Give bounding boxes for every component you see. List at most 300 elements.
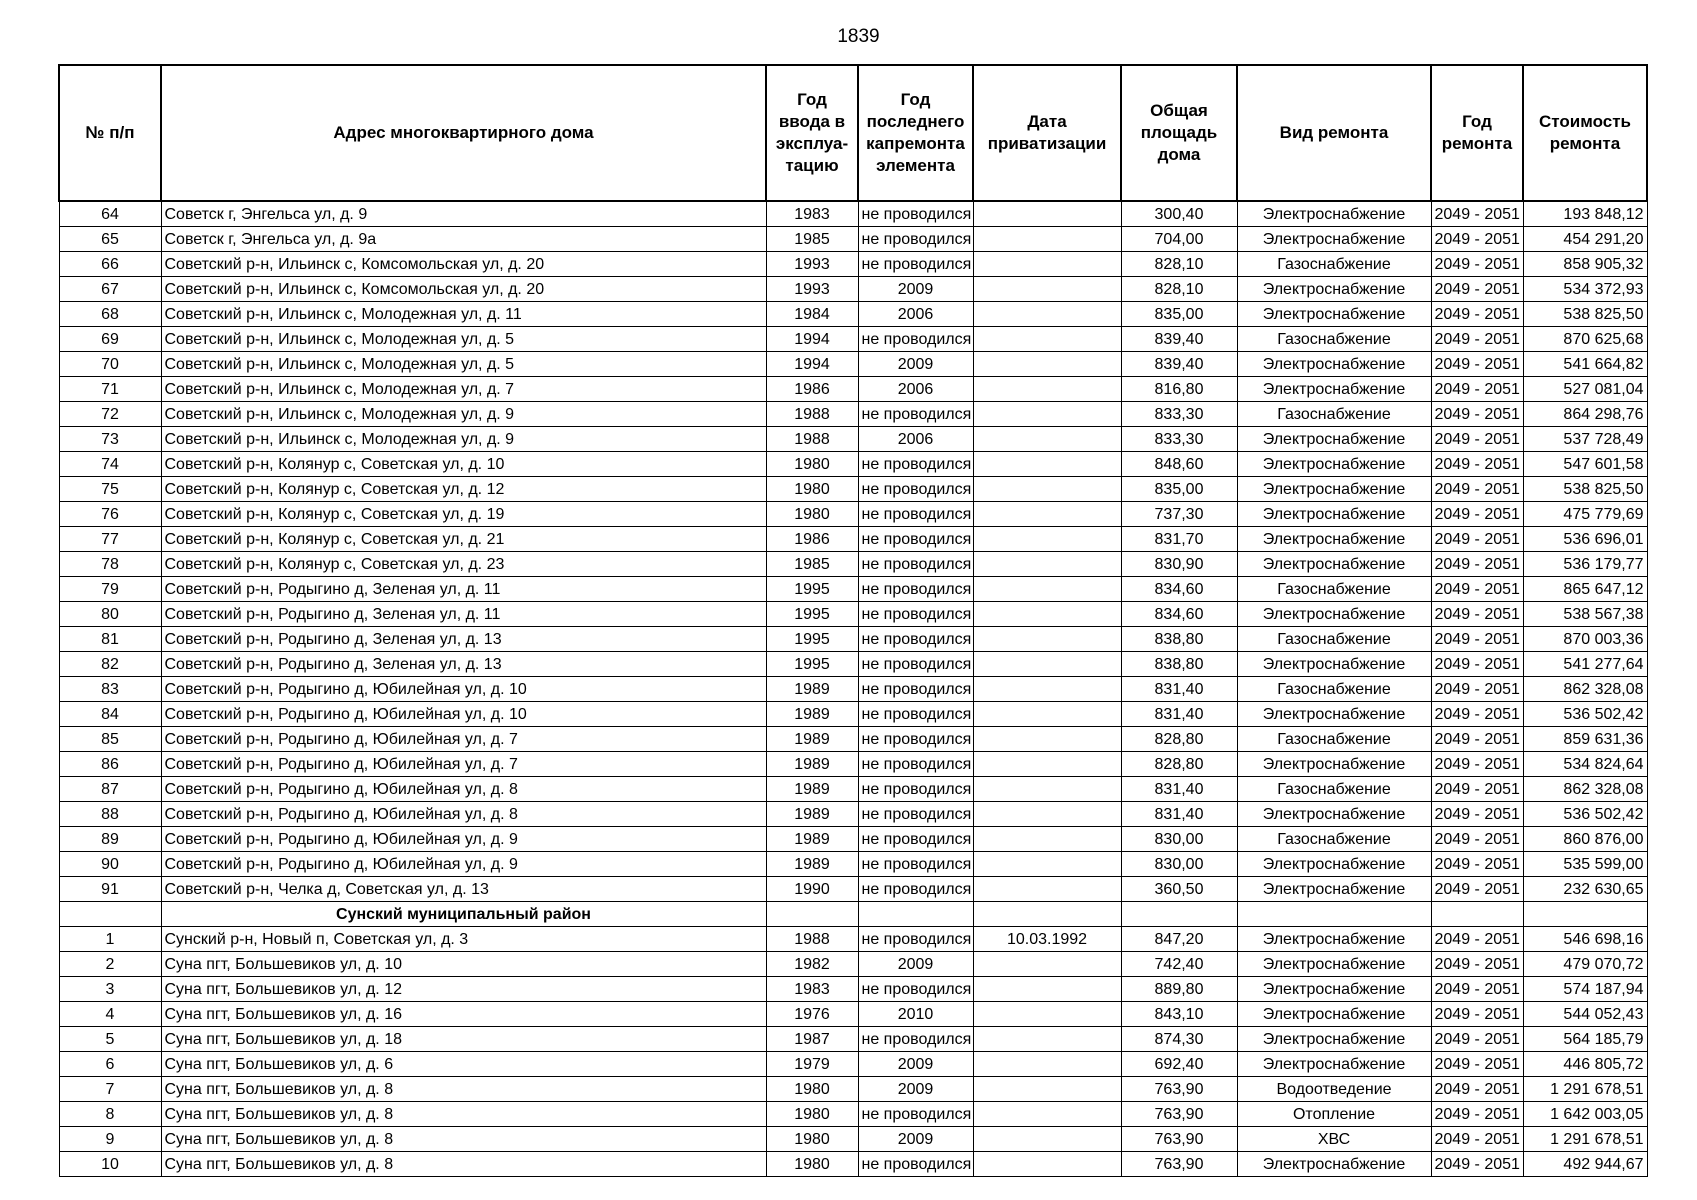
row-cost: 232 630,65 [1523,877,1647,902]
row-cost: 536 179,77 [1523,552,1647,577]
table-row [59,1152,1647,1177]
table-row [59,827,1647,852]
row-year-built: 1989 [766,727,858,752]
row-repair-type: Электроснабжение [1237,427,1431,452]
table-row [59,1102,1647,1127]
row-repair-period: 2049 - 2051 [1431,602,1523,627]
table-row [59,1127,1647,1152]
header-year-last-repair: Год последнего капремонта элемента [858,65,973,201]
row-number: 71 [59,377,161,402]
section-empty-cell [1121,902,1237,927]
row-area: 830,00 [1121,852,1237,877]
row-area: 737,30 [1121,502,1237,527]
row-address: Советский р-н, Родыгино д, Юбилейная ул, д. 7 [161,752,766,777]
row-year-built: 1994 [766,352,858,377]
row-number: 9 [59,1127,161,1152]
row-number: 74 [59,452,161,477]
row-address: Советский р-н, Родыгино д, Юбилейная ул, д. 10 [161,677,766,702]
row-year-last-repair: не проводился [858,1027,973,1052]
row-year-last-repair: 2006 [858,377,973,402]
row-area: 833,30 [1121,427,1237,452]
row-year-built: 1989 [766,702,858,727]
row-cost: 536 502,42 [1523,702,1647,727]
row-repair-type: Газоснабжение [1237,627,1431,652]
row-repair-type: Электроснабжение [1237,852,1431,877]
row-repair-type: Электроснабжение [1237,552,1431,577]
row-repair-period: 2049 - 2051 [1431,527,1523,552]
row-repair-period: 2049 - 2051 [1431,852,1523,877]
row-number: 83 [59,677,161,702]
table-row [59,527,1647,552]
row-privatization-date [973,1002,1121,1027]
row-area: 831,40 [1121,677,1237,702]
row-repair-period: 2049 - 2051 [1431,877,1523,902]
row-number: 8 [59,1102,161,1127]
row-year-last-repair: не проводился [858,252,973,277]
row-year-built: 1988 [766,427,858,452]
table-row [59,227,1647,252]
row-number: 65 [59,227,161,252]
header-privatization-date: Дата приватизации [973,65,1121,201]
row-year-last-repair: не проводился [858,227,973,252]
row-number: 86 [59,752,161,777]
row-repair-type: Электроснабжение [1237,377,1431,402]
table-row [59,802,1647,827]
table-row [59,1027,1647,1052]
row-year-last-repair: 2009 [858,1077,973,1102]
row-repair-period: 2049 - 2051 [1431,277,1523,302]
row-year-built: 1988 [766,927,858,952]
section-empty-cell [1431,902,1523,927]
row-repair-type: Электроснабжение [1237,477,1431,502]
row-number: 88 [59,802,161,827]
row-repair-type: Электроснабжение [1237,952,1431,977]
row-repair-type: Электроснабжение [1237,302,1431,327]
row-cost: 536 696,01 [1523,527,1647,552]
row-number: 90 [59,852,161,877]
row-number: 70 [59,352,161,377]
row-number: 3 [59,977,161,1002]
row-privatization-date: 10.03.1992 [973,927,1121,952]
row-year-last-repair: не проводился [858,802,973,827]
row-repair-type: Электроснабжение [1237,1002,1431,1027]
row-area: 830,90 [1121,552,1237,577]
row-area: 831,70 [1121,527,1237,552]
row-repair-type: Электроснабжение [1237,802,1431,827]
row-cost: 544 052,43 [1523,1002,1647,1027]
row-repair-period: 2049 - 2051 [1431,702,1523,727]
row-year-built: 1986 [766,527,858,552]
row-repair-period: 2049 - 2051 [1431,1127,1523,1152]
row-cost: 862 328,08 [1523,677,1647,702]
section-empty-cell [766,902,858,927]
row-cost: 865 647,12 [1523,577,1647,602]
row-number: 81 [59,627,161,652]
table-row [59,752,1647,777]
row-address: Советский р-н, Родыгино д, Юбилейная ул, д. 8 [161,777,766,802]
row-address: Советский р-н, Ильинск с, Комсомольская ул, д. 20 [161,252,766,277]
row-privatization-date [973,627,1121,652]
row-cost: 1 642 003,05 [1523,1102,1647,1127]
row-year-built: 1988 [766,402,858,427]
row-cost: 527 081,04 [1523,377,1647,402]
row-repair-type: Электроснабжение [1237,527,1431,552]
row-privatization-date [973,352,1121,377]
row-year-last-repair: 2006 [858,302,973,327]
row-area: 816,80 [1121,377,1237,402]
section-title: Сунский муниципальный район [161,902,766,927]
row-year-built: 1984 [766,302,858,327]
table-row [59,602,1647,627]
table-row [59,1002,1647,1027]
row-repair-type: Газоснабжение [1237,402,1431,427]
row-number: 82 [59,652,161,677]
row-address: Советский р-н, Родыгино д, Юбилейная ул, д. 10 [161,702,766,727]
row-year-last-repair: 2010 [858,1002,973,1027]
row-repair-period: 2049 - 2051 [1431,227,1523,252]
row-repair-type: Электроснабжение [1237,927,1431,952]
row-area: 835,00 [1121,302,1237,327]
row-number: 80 [59,602,161,627]
row-repair-period: 2049 - 2051 [1431,552,1523,577]
row-number: 85 [59,727,161,752]
header-repair-type: Вид ремонта [1237,65,1431,201]
table-body [59,201,1647,1177]
row-area: 833,30 [1121,402,1237,427]
row-privatization-date [973,502,1121,527]
table-row [59,552,1647,577]
row-cost: 536 502,42 [1523,802,1647,827]
row-address: Советский р-н, Ильинск с, Комсомольская ул, д. 20 [161,277,766,302]
row-repair-type: Электроснабжение [1237,1027,1431,1052]
row-cost: 859 631,36 [1523,727,1647,752]
row-cost: 446 805,72 [1523,1052,1647,1077]
row-year-built: 1983 [766,977,858,1002]
row-address: Советский р-н, Родыгино д, Юбилейная ул, д. 9 [161,852,766,877]
row-repair-period: 2049 - 2051 [1431,1002,1523,1027]
table-row [59,252,1647,277]
row-area: 838,80 [1121,627,1237,652]
row-address: Советский р-н, Ильинск с, Молодежная ул, д. 9 [161,427,766,452]
row-area: 831,40 [1121,802,1237,827]
repair-register-table [58,64,1648,1177]
row-year-last-repair: 2006 [858,427,973,452]
table-row [59,977,1647,1002]
table-row [59,402,1647,427]
row-privatization-date [973,577,1121,602]
row-area: 763,90 [1121,1077,1237,1102]
row-address: Советск г, Энгельса ул, д. 9 [161,201,766,227]
row-cost: 538 825,50 [1523,302,1647,327]
row-address: Советский р-н, Ильинск с, Молодежная ул, д. 7 [161,377,766,402]
row-area: 828,80 [1121,727,1237,752]
table-row [59,427,1647,452]
row-area: 835,00 [1121,477,1237,502]
row-privatization-date [973,1077,1121,1102]
row-year-built: 1985 [766,552,858,577]
row-area: 763,90 [1121,1127,1237,1152]
row-privatization-date [973,777,1121,802]
table-row [59,277,1647,302]
row-area: 848,60 [1121,452,1237,477]
row-address: Суна пгт, Большевиков ул, д. 8 [161,1152,766,1177]
table-row [59,1077,1647,1102]
row-year-last-repair: не проводился [858,477,973,502]
row-privatization-date [973,377,1121,402]
table-row [59,727,1647,752]
row-year-last-repair: не проводился [858,602,973,627]
row-repair-type: Электроснабжение [1237,602,1431,627]
row-year-built: 1985 [766,227,858,252]
section-empty-cell [1237,902,1431,927]
row-area: 874,30 [1121,1027,1237,1052]
table-row [59,327,1647,352]
row-repair-type: Электроснабжение [1237,201,1431,227]
header-year-built: Год ввода в эксплуа-тацию [766,65,858,201]
row-repair-period: 2049 - 2051 [1431,652,1523,677]
row-repair-period: 2049 - 2051 [1431,952,1523,977]
section-empty-cell [1523,902,1647,927]
row-repair-period: 2049 - 2051 [1431,352,1523,377]
row-year-last-repair: не проводился [858,552,973,577]
row-privatization-date [973,752,1121,777]
row-number: 72 [59,402,161,427]
header-num: № п/п [59,65,161,201]
row-year-last-repair: не проводился [858,452,973,477]
row-repair-type: Электроснабжение [1237,1052,1431,1077]
row-address: Суна пгт, Большевиков ул, д. 8 [161,1077,766,1102]
row-cost: 547 601,58 [1523,452,1647,477]
table-row [59,627,1647,652]
row-repair-period: 2049 - 2051 [1431,627,1523,652]
row-year-built: 1986 [766,377,858,402]
header-row [59,65,1647,201]
row-privatization-date [973,677,1121,702]
row-year-built: 1980 [766,1077,858,1102]
row-repair-type: Газоснабжение [1237,777,1431,802]
row-address: Советский р-н, Колянур с, Советская ул, д. 21 [161,527,766,552]
row-year-built: 1987 [766,1027,858,1052]
row-privatization-date [973,277,1121,302]
row-repair-type: Электроснабжение [1237,702,1431,727]
row-year-last-repair: 2009 [858,277,973,302]
row-address: Суна пгт, Большевиков ул, д. 8 [161,1102,766,1127]
row-repair-period: 2049 - 2051 [1431,1102,1523,1127]
row-privatization-date [973,427,1121,452]
row-repair-type: Электроснабжение [1237,277,1431,302]
row-area: 828,10 [1121,277,1237,302]
row-number: 89 [59,827,161,852]
row-repair-period: 2049 - 2051 [1431,827,1523,852]
row-year-last-repair: не проводился [858,777,973,802]
section-row [59,902,1647,927]
row-repair-type: Электроснабжение [1237,752,1431,777]
row-repair-period: 2049 - 2051 [1431,477,1523,502]
row-year-last-repair: не проводился [858,327,973,352]
row-year-last-repair: не проводился [858,827,973,852]
page-number: 1839 [837,26,880,47]
row-privatization-date [973,402,1121,427]
row-year-last-repair: не проводился [858,627,973,652]
table-row [59,377,1647,402]
row-number: 77 [59,527,161,552]
row-address: Суна пгт, Большевиков ул, д. 10 [161,952,766,977]
row-privatization-date [973,852,1121,877]
row-repair-period: 2049 - 2051 [1431,402,1523,427]
table-row [59,1052,1647,1077]
row-year-last-repair: не проводился [858,927,973,952]
row-address: Сунский р-н, Новый п, Советская ул, д. 3 [161,927,766,952]
row-cost: 534 372,93 [1523,277,1647,302]
row-cost: 534 824,64 [1523,752,1647,777]
row-year-last-repair: не проводился [858,977,973,1002]
row-number: 1 [59,927,161,952]
row-area: 704,00 [1121,227,1237,252]
row-repair-period: 2049 - 2051 [1431,752,1523,777]
row-year-last-repair: не проводился [858,201,973,227]
row-number: 84 [59,702,161,727]
row-year-built: 1976 [766,1002,858,1027]
row-repair-period: 2049 - 2051 [1431,377,1523,402]
row-number: 4 [59,1002,161,1027]
row-number: 68 [59,302,161,327]
row-repair-period: 2049 - 2051 [1431,577,1523,602]
row-address: Суна пгт, Большевиков ул, д. 18 [161,1027,766,1052]
row-year-built: 1995 [766,577,858,602]
row-address: Советский р-н, Родыгино д, Зеленая ул, д. 13 [161,652,766,677]
row-cost: 492 944,67 [1523,1152,1647,1177]
row-privatization-date [973,702,1121,727]
row-number: 79 [59,577,161,602]
row-address: Советский р-н, Родыгино д, Юбилейная ул, д. 7 [161,727,766,752]
table-row [59,702,1647,727]
row-year-built: 1994 [766,327,858,352]
row-privatization-date [973,1102,1121,1127]
row-cost: 862 328,08 [1523,777,1647,802]
row-privatization-date [973,252,1121,277]
row-repair-period: 2049 - 2051 [1431,1027,1523,1052]
row-privatization-date [973,827,1121,852]
table-row [59,652,1647,677]
row-cost: 538 567,38 [1523,602,1647,627]
header-address: Адрес многоквартирного дома [161,65,766,201]
row-cost: 564 185,79 [1523,1027,1647,1052]
row-year-built: 1983 [766,201,858,227]
row-area: 828,10 [1121,252,1237,277]
row-year-built: 1980 [766,477,858,502]
row-year-last-repair: не проводился [858,1152,973,1177]
row-year-last-repair: не проводился [858,502,973,527]
row-repair-period: 2049 - 2051 [1431,777,1523,802]
table-row [59,302,1647,327]
table-row [59,852,1647,877]
row-area: 834,60 [1121,602,1237,627]
row-number: 5 [59,1027,161,1052]
row-repair-type: Электроснабжение [1237,352,1431,377]
row-cost: 870 003,36 [1523,627,1647,652]
row-year-last-repair: 2009 [858,952,973,977]
row-address: Советский р-н, Колянур с, Советская ул, д. 12 [161,477,766,502]
header-cost: Стоимость ремонта [1523,65,1647,201]
row-year-built: 1980 [766,1127,858,1152]
row-year-last-repair: не проводился [858,727,973,752]
row-repair-type: Отопление [1237,1102,1431,1127]
row-address: Советский р-н, Родыгино д, Зеленая ул, д. 11 [161,577,766,602]
row-cost: 546 698,16 [1523,927,1647,952]
row-year-last-repair: не проводился [858,852,973,877]
row-number: 2 [59,952,161,977]
row-repair-type: Электроснабжение [1237,977,1431,1002]
row-cost: 860 876,00 [1523,827,1647,852]
row-cost: 538 825,50 [1523,477,1647,502]
row-privatization-date [973,877,1121,902]
row-cost: 541 664,82 [1523,352,1647,377]
row-repair-period: 2049 - 2051 [1431,302,1523,327]
row-year-last-repair: не проводился [858,702,973,727]
row-area: 843,10 [1121,1002,1237,1027]
row-cost: 870 625,68 [1523,327,1647,352]
row-number: 87 [59,777,161,802]
row-area: 889,80 [1121,977,1237,1002]
row-privatization-date [973,727,1121,752]
row-year-last-repair: 2009 [858,1127,973,1152]
row-repair-type: Газоснабжение [1237,252,1431,277]
row-number: 6 [59,1052,161,1077]
row-cost: 574 187,94 [1523,977,1647,1002]
row-year-built: 1993 [766,252,858,277]
row-privatization-date [973,327,1121,352]
row-year-built: 1993 [766,277,858,302]
section-empty-cell [858,902,973,927]
row-area: 834,60 [1121,577,1237,602]
row-repair-period: 2049 - 2051 [1431,977,1523,1002]
row-address: Советский р-н, Ильинск с, Молодежная ул, д. 5 [161,352,766,377]
row-year-built: 1980 [766,1102,858,1127]
row-repair-period: 2049 - 2051 [1431,452,1523,477]
row-address: Советский р-н, Родыгино д, Юбилейная ул, д. 8 [161,802,766,827]
row-cost: 1 291 678,51 [1523,1127,1647,1152]
row-number: 73 [59,427,161,452]
row-repair-period: 2049 - 2051 [1431,727,1523,752]
row-privatization-date [973,977,1121,1002]
row-number: 69 [59,327,161,352]
table-row [59,777,1647,802]
row-year-built: 1989 [766,677,858,702]
row-privatization-date [973,227,1121,252]
row-privatization-date [973,602,1121,627]
row-address: Советский р-н, Родыгино д, Зеленая ул, д. 11 [161,602,766,627]
row-number: 66 [59,252,161,277]
row-year-last-repair: 2009 [858,352,973,377]
row-repair-type: ХВС [1237,1127,1431,1152]
row-repair-type: Водоотведение [1237,1077,1431,1102]
row-cost: 535 599,00 [1523,852,1647,877]
row-number: 78 [59,552,161,577]
row-repair-type: Газоснабжение [1237,827,1431,852]
header-repair-year: Год ремонта [1431,65,1523,201]
row-area: 839,40 [1121,352,1237,377]
row-year-built: 1995 [766,602,858,627]
row-privatization-date [973,527,1121,552]
row-repair-type: Электроснабжение [1237,227,1431,252]
row-year-built: 1980 [766,1152,858,1177]
row-area: 839,40 [1121,327,1237,352]
row-address: Советский р-н, Челка д, Советская ул, д. 13 [161,877,766,902]
table-row [59,352,1647,377]
row-year-last-repair: не проводился [858,652,973,677]
row-area: 838,80 [1121,652,1237,677]
row-cost: 475 779,69 [1523,502,1647,527]
